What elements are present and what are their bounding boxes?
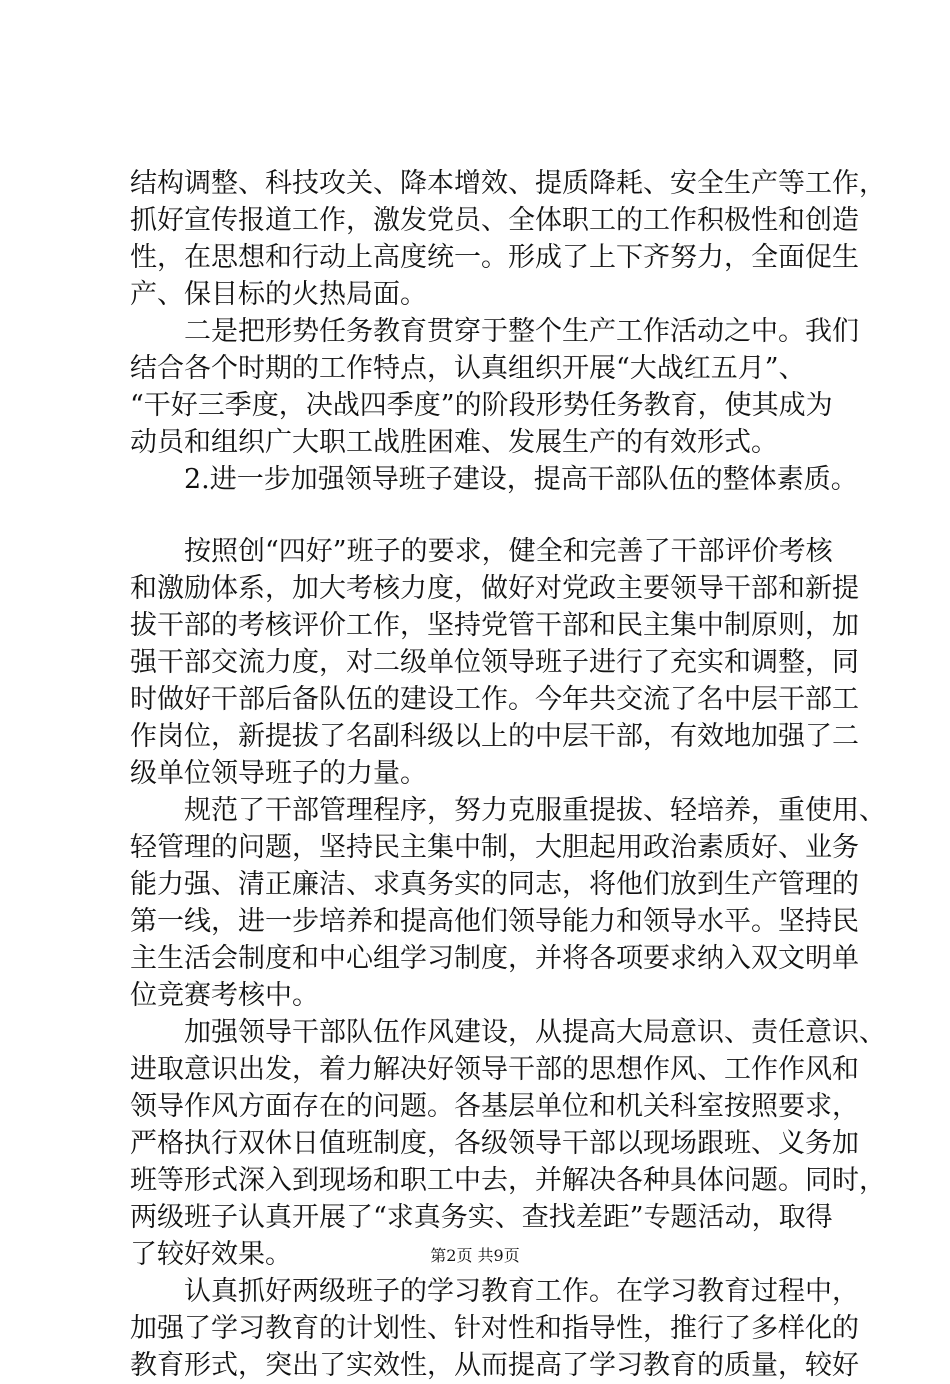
section-heading: 2.进一步加强领导班子建设，提高干部队伍的整体素质。 xyxy=(184,464,858,495)
paragraph-start-4: 规范了干部管理程序，努力克服重提拔、轻培养，重使用、 xyxy=(184,795,886,826)
text-line-28: 两级班子认真开展了“求真务实、查找差距”专题活动，取得 xyxy=(130,1202,833,1233)
text-line-19: 能力强、清正廉洁、求真务实的同志，将他们放到生产管理的 xyxy=(130,869,859,900)
text-line-3: 性，在思想和行动上高度统一。形成了上下齐努力，全面促生 xyxy=(130,242,859,273)
text-line-27: 班等形式深入到现场和职工中去，并解决各种具体问题。同时， xyxy=(130,1165,886,1196)
paragraph-start-5: 加强领导干部队伍作风建设，从提高大局意识、责任意识、 xyxy=(184,1017,886,1048)
text-line-16: 级单位领导班子的力量。 xyxy=(130,758,427,789)
text-line-1: 结构调整、科技攻关、降本增效、提质降耗、安全生产等工作， xyxy=(130,168,886,199)
text-line-6: 结合各个时期的工作特点，认真组织开展“大战红五月”、 xyxy=(130,353,806,384)
text-line-2: 抓好宣传报道工作，激发党员、全体职工的工作积极性和创造 xyxy=(130,205,859,236)
page-number-label: 第2页 共9页 xyxy=(430,1246,520,1265)
text-line-26: 严格执行双休日值班制度，各级领导干部以现场跟班、义务加 xyxy=(130,1128,859,1159)
text-line-20: 第一线，进一步培养和提高他们领导能力和领导水平。坚持民 xyxy=(130,906,859,937)
text-line-31: 加强了学习教育的计划性、针对性和指导性，推行了多样化的 xyxy=(130,1313,859,1344)
text-line-7: “干好三季度，决战四季度”的阶段形势任务教育，使其成为 xyxy=(130,390,833,421)
text-line-8: 动员和组织广大职工战胜困难、发展生产的有效形式。 xyxy=(130,427,778,458)
text-line-29: 了较好效果。 xyxy=(130,1239,292,1270)
text-line-4: 产、保目标的火热局面。 xyxy=(130,279,427,310)
paragraph-gap xyxy=(130,498,830,533)
text-line-13: 强干部交流力度，对二级单位领导班子进行了充实和调整，同 xyxy=(130,647,859,678)
text-line-12: 拔干部的考核评价工作，坚持党管干部和民主集中制原则，加 xyxy=(130,610,859,641)
page-footer xyxy=(0,1246,950,1266)
text-line-22: 位竞赛考核中。 xyxy=(130,980,319,1011)
text-line-24: 进取意识出发，着力解决好领导干部的思想作风、工作作风和 xyxy=(130,1054,859,1085)
document-body xyxy=(130,165,886,1384)
text-line-21: 主生活会制度和中心组学习制度，并将各项要求纳入双文明单 xyxy=(130,943,859,974)
text-line-14: 时做好干部后备队伍的建设工作。今年共交流了名中层干部工 xyxy=(130,684,859,715)
text-line-11: 和激励体系，加大考核力度，做好对党政主要领导干部和新提 xyxy=(130,573,859,604)
text-line-15: 作岗位，新提拔了名副科级以上的中层干部，有效地加强了二 xyxy=(130,721,859,752)
paragraph-start-6: 认真抓好两级班子的学习教育工作。在学习教育过程中， xyxy=(184,1276,859,1307)
text-line-18: 轻管理的问题，坚持民主集中制，大胆起用政治素质好、业务 xyxy=(130,832,859,863)
text-line-25: 领导作风方面存在的问题。各基层单位和机关科室按照要求， xyxy=(130,1091,859,1122)
paragraph-start-3: 按照创“四好”班子的要求，健全和完善了干部评价考核 xyxy=(184,536,833,567)
text-line-32: 教育形式，突出了实效性，从而提高了学习教育的质量，较好 xyxy=(130,1350,859,1381)
paragraph-start-2: 二是把形势任务教育贯穿于整个生产工作活动之中。我们 xyxy=(184,316,859,347)
